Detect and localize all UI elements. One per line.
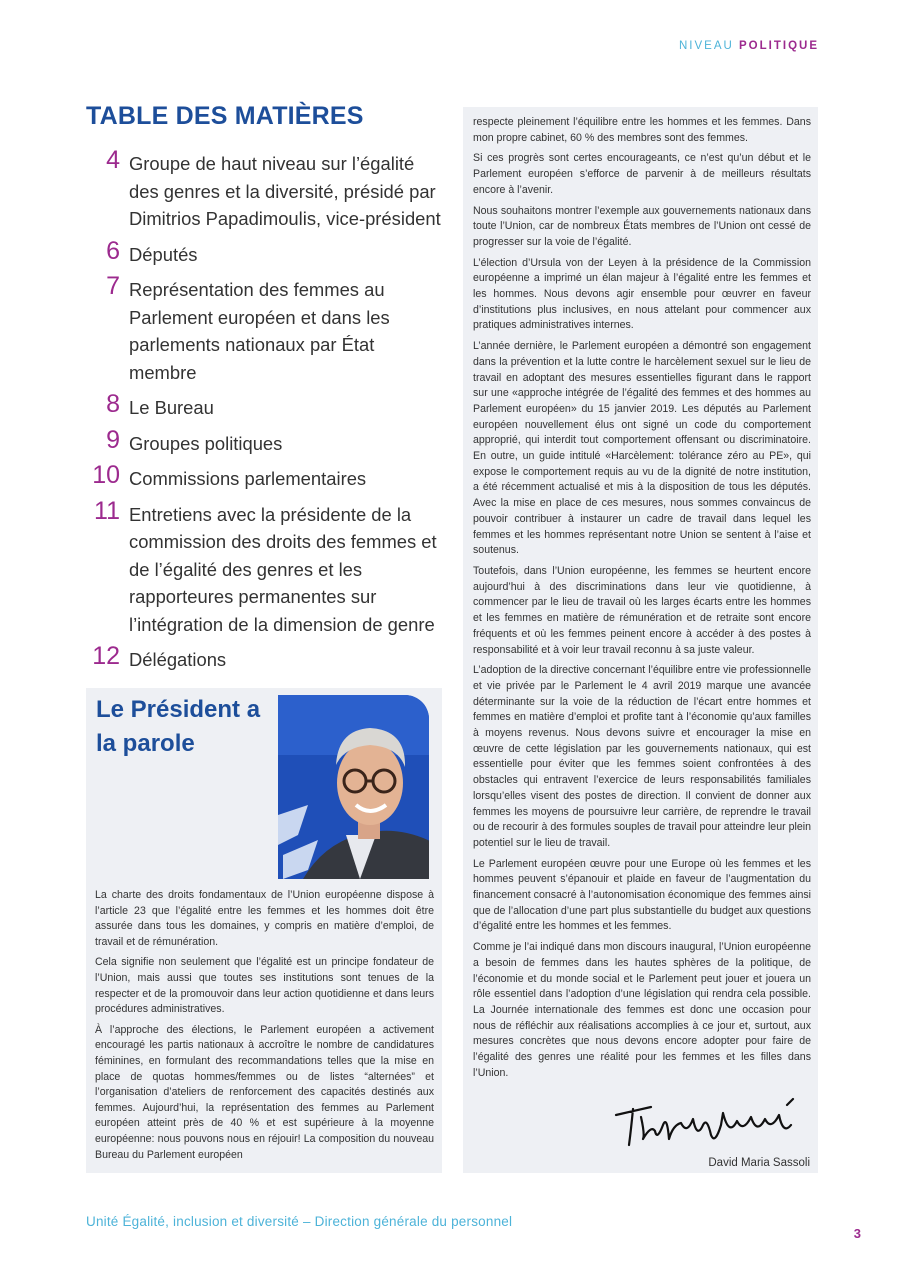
- toc-entry-text: Le Bureau: [129, 397, 214, 418]
- body-paragraph: L’adoption de la directive concernant l’équilibre entre vie professionnelle et vie privée par le Parlement le 4 avril 2019 marque une avancée déterminante sur la voie de la réduction de l’écart entre hommes et femmes en matière d’emploi et profite tant à l’économie qu’aux familles à moyens revenus. Nous devons suivre et encourager la mise en œuvre de cette législation par les gouvernements nationaux, qui est essentielle pour éviter que les femmes soient confrontées à des obstacles qui entravent l’exercice de leurs responsabilités familiales lorsqu’elles visent des postes de direction. Il convient de donner aux femmes les moyens de poursuivre leur carrière, de reprendre le travail ou de recourir à des formules souples de travail pour atteindre leur plein potentiel sur le lieu de travail.: [473, 664, 811, 849]
- toc-entry-text: Groupes politiques: [129, 432, 283, 454]
- toc-item[interactable]: [86, 272, 446, 386]
- body-paragraph: Comme je l’ai indiqué dans mon discours inaugural, l’Union européenne a besoin de femmes dans les hautes sphères de la politique, de l’économie et du monde social et le Parlement peut jouer et jouera un rôle essentiel dans l’adoption d’une législation qui rendra cela possible. La Journée internationale des femmes est donc une occasion pour nous de réfléchir aux réalisations accomplies à ce jour et, surtout, aux mesures concrètes que nous devons encore adopter pour faire de l’égalité des genres une réalité pour les femmes et les filles dans l’Union.: [473, 941, 811, 1079]
- toc-entry-text: Commissions parlementaires: [129, 468, 367, 489]
- president-intro-text: [95, 888, 434, 1168]
- toc-page-number: 7: [106, 272, 120, 300]
- toc-page-number: 4: [106, 146, 120, 174]
- portrait-image: [278, 695, 429, 879]
- footer-text: Unité Égalité, inclusion et diversité – Direction générale du personnel: [86, 1214, 513, 1229]
- toc-item[interactable]: [86, 425, 446, 458]
- toc-item[interactable]: [86, 146, 446, 233]
- toc-entry-text: Entretiens avec la présidente de la commission des droits des femmes et de l’égalité des genres et les rapporteures permanentes sur l’intégration de la dimension de genre: [129, 503, 437, 635]
- body-paragraph: La charte des droits fondamentaux de l’Union européenne dispose à l’article 23 que l’égalité entre les femmes et les hommes doit être assurée dans tous les domaines, y compris en matière d’emploi, de travail et de rémunération.: [95, 889, 434, 948]
- body-paragraph: L’élection d’Ursula von der Leyen à la présidence de la Commission européenne a imprimé un élan majeur à l’égalité entre les femmes et les hommes. Nous devons agir ensemble pour œuvrer en faveur d’institutions plus inclusives, en nous attelant pour commencer aux pratiques administratives internes.: [473, 256, 811, 332]
- toc-page-number: 10: [92, 461, 120, 489]
- toc-list: [86, 146, 446, 682]
- body-paragraph: Si ces progrès sont certes encourageants, ce n’est qu’un début et le Parlement européen s’efforce de parvenir à de meilleurs résultats encore à l’avenir.: [473, 152, 811, 196]
- body-paragraph: Toutefois, dans l’Union européenne, les femmes se heurtent encore aujourd’hui à des discriminations dans leur vie quotidienne, à commencer par le lieu de travail où les larges écarts entre les hommes et les femmes en matière de rémunération et de retraite sont encore fréquents et où les femmes peinent encore à accéder à des postes à responsabilité et à voir leur travail reconnu à sa juste valeur.: [473, 564, 811, 656]
- body-paragraph: À l’approche des élections, le Parlement européen a activement encouragé les partis nationaux à accroître le nombre de candidatures féminines, en formulant des recommandations telles que la mise en place de quotas hommes/femmes ou de listes “alternées” et l’organisation d’ateliers de renforcement des capacités destinés aux femmes. Aujourd’hui, la représentation des femmes au Parlement européen atteint près de 40 % et est supérieure à la moyenne européenne: nous pouvons nous en réjouir! La composition du nouveau Bureau du Parlement européen: [95, 1023, 434, 1161]
- toc-page-number: 9: [106, 425, 120, 454]
- toc-item[interactable]: [86, 642, 446, 674]
- body-paragraph: respecte pleinement l’équilibre entre les hommes et les femmes. Dans mon propre cabinet, 60 % des membres sont des femmes.: [473, 116, 811, 144]
- body-paragraph: L’année dernière, le Parlement européen a démontré son engagement dans la prévention et la lutte contre le harcèlement sexuel sur le lieu de travail en adoptant des mesures essentielles figurant dans le rapport sur une «approche intégrée de l’égalité des femmes et des hommes au Parlement européen» du 15 janvier 2019. Les députés au Parlement européen nouvellement élus ont signé un code du comportement approprié, qui interdit tout comportement offensant ou discriminatoire. En outre, un guide intitulé «Harcèlement: tolérance zéro au PE», qui expose le comportement requis au vu de la dignité de notre institution, a été récemment actualisé et mis à la disposition de tous les députés. Avec la mise en place de ces mesures, nous sommes convaincus de pouvoir contribuer à instaurer un cadre de travail dans lequel les femmes et les hommes représentant notre Union se sentent à l’aise et soutenus.: [473, 340, 811, 557]
- page-number: 3: [853, 1226, 861, 1241]
- toc-entry-text: Délégations: [129, 649, 227, 670]
- toc-item[interactable]: [86, 496, 446, 639]
- section-tag: [679, 40, 819, 52]
- toc-entry-text: Représentation des femmes au Parlement européen et dans les parlements nationaux par État membre: [129, 279, 390, 383]
- body-paragraph: Cela signifie non seulement que l’égalité est un principe fondateur de l’Union, mais aussi que toutes ses institutions sont tenues de la respecter et de la promouvoir dans leur action quotidienne et dans leurs procédures administratives.: [95, 956, 434, 1016]
- toc-entry-text: Groupe de haut niveau sur l’égalité des genres et la diversité, présidé par Dimitrios Papadimoulis, vice-président: [129, 153, 441, 229]
- body-paragraph: Le Parlement européen œuvre pour une Europe où les femmes et les hommes peuvent s’épanouir et plaide en faveur de l’augmentation du financement consacré à l’autonomisation économique des femmes ainsi que de l’allocation d’une part plus substantielle du budget aux questions d’égalité entre les hommes et les femmes.: [473, 857, 812, 933]
- body-paragraph: Nous souhaitons montrer l’exemple aux gouvernements nationaux dans toute l’Union, car de nombreux États membres de l’Union ont cessé de progresser sur la voie de l’égalité.: [473, 204, 811, 248]
- toc-title: TABLE DES MATIÈRES: [86, 102, 364, 130]
- president-title: Le Président a la parole: [96, 696, 261, 757]
- handwritten-signature: [611, 1095, 811, 1151]
- section-tag-strong: POLITIQUE: [739, 40, 819, 52]
- toc-page-number: 11: [94, 496, 120, 525]
- toc-entry-text: Députés: [129, 243, 198, 265]
- letter-text: [473, 115, 811, 1086]
- toc-page-number: 6: [106, 236, 120, 265]
- toc-item[interactable]: [86, 236, 446, 269]
- president-portrait: [278, 695, 429, 879]
- president-letter-continued: [463, 107, 818, 1173]
- section-tag-light: NIVEAU: [678, 40, 734, 52]
- toc-item[interactable]: [86, 390, 446, 422]
- toc-page-number: 8: [106, 390, 120, 418]
- president-box: [86, 688, 442, 1173]
- signature-name: David Maria Sassoli: [708, 1157, 810, 1169]
- toc-item[interactable]: [86, 461, 446, 493]
- toc-page-number: 12: [92, 642, 120, 670]
